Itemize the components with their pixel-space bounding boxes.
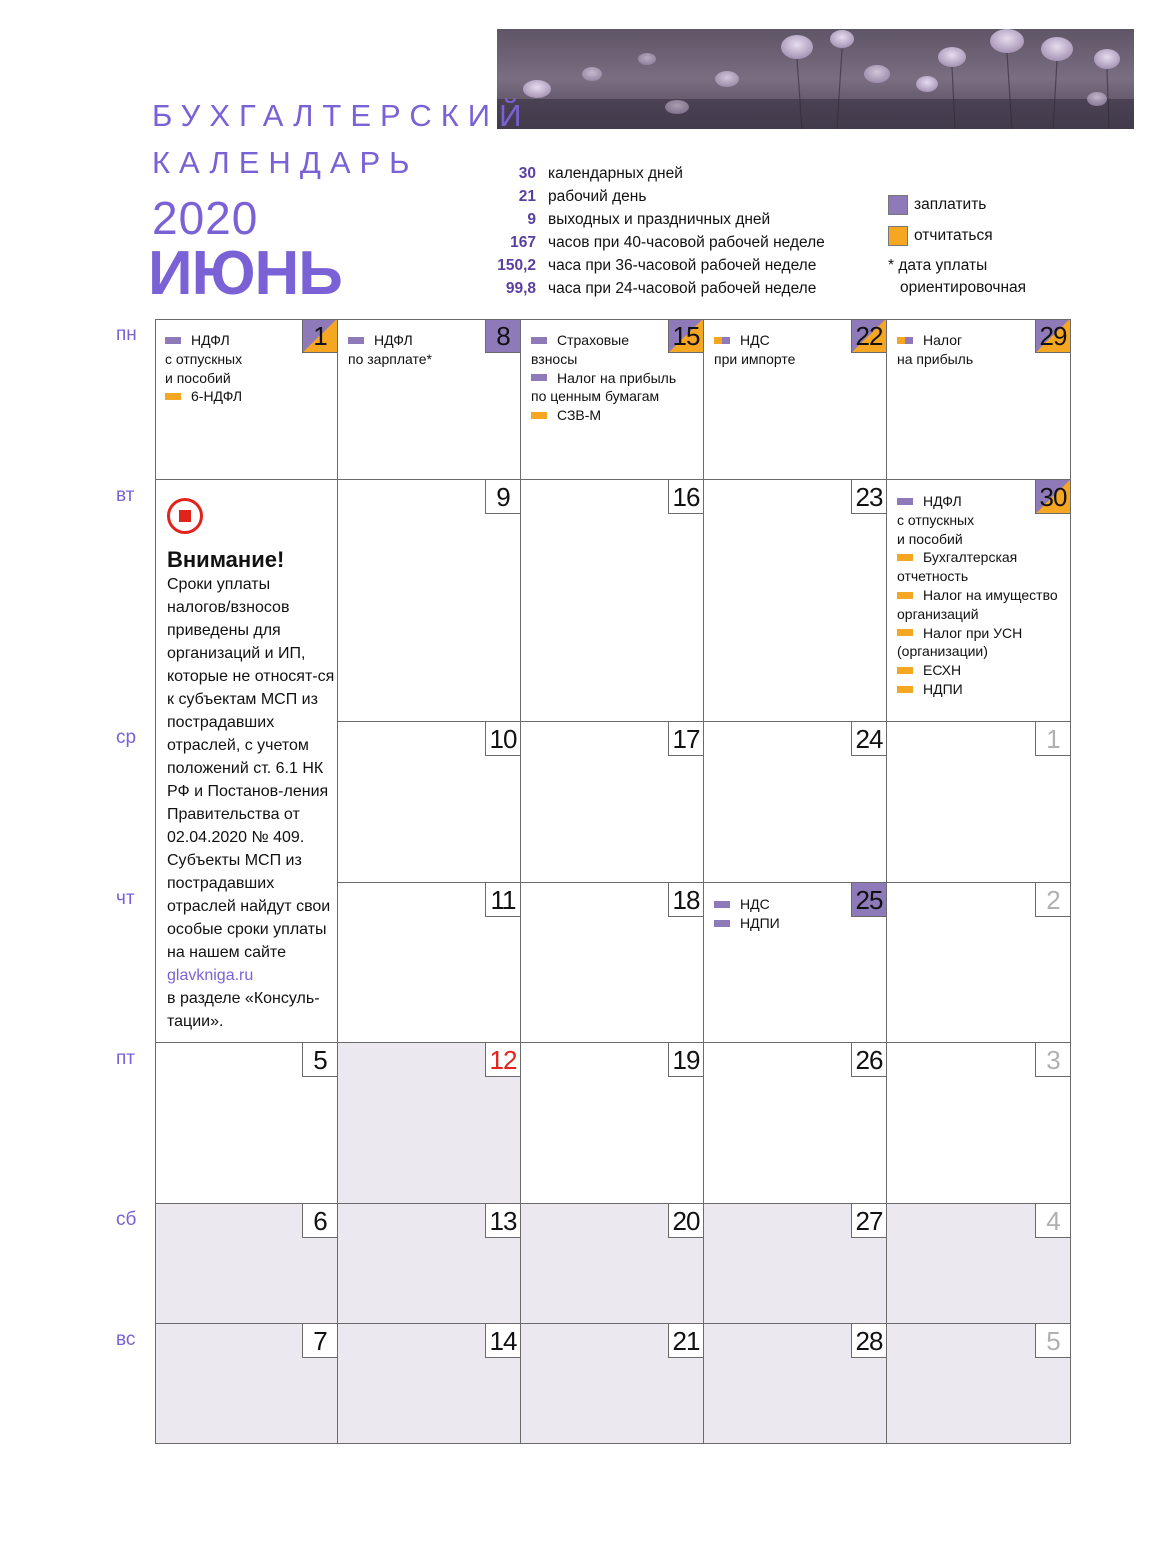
stat-label: часа при 24-часовой рабочей неделе [548, 279, 817, 297]
day-cell [338, 480, 521, 722]
report-marker-icon [897, 686, 913, 693]
event-text: по зарплате* [348, 350, 432, 367]
event-text: НДФЛ [191, 332, 230, 348]
stat-label: рабочий день [548, 187, 647, 205]
day-number: 29 [1035, 319, 1070, 353]
event-line [348, 331, 432, 350]
event-text: СЗВ-М [557, 407, 602, 424]
event-text: с отпускных [165, 350, 243, 367]
stat-label: календарных дней [548, 164, 683, 182]
title-year: 2020 [152, 192, 259, 244]
report-marker-icon [897, 629, 913, 636]
stat-label: часов при 40-часовой рабочей неделе [548, 233, 825, 251]
weekend-cell [155, 1324, 338, 1444]
stat-row [470, 162, 870, 185]
site-link[interactable]: glavkniga.ru [167, 967, 254, 984]
day-number: 30 [1035, 480, 1070, 514]
event-text: и пособий [897, 530, 963, 547]
day-cell [704, 319, 887, 480]
pay-marker-icon [897, 498, 913, 505]
day-cell [521, 480, 704, 722]
stat-row [470, 254, 870, 277]
event-text: с отпускных [897, 511, 975, 528]
weekend-cell-next-month [887, 1324, 1071, 1444]
event-text: при импорте [714, 350, 796, 367]
event-text: Налог на прибыль [557, 369, 677, 386]
event-line [165, 387, 242, 406]
pay-report-marker-icon [714, 337, 730, 344]
report-marker-icon [531, 412, 547, 419]
event-text: Налог на имущество [923, 586, 1058, 603]
event-line [897, 331, 973, 350]
day-number: 23 [851, 480, 886, 514]
day-events [897, 331, 973, 369]
event-text: НДС [740, 332, 770, 348]
day-number: 13 [485, 1204, 520, 1238]
stat-row [470, 231, 870, 254]
day-cell [155, 1043, 338, 1204]
weekday-tue: вт [116, 485, 135, 506]
day-number: 5 [1035, 1324, 1070, 1358]
report-marker-icon [165, 393, 181, 400]
legend-note [888, 255, 1026, 299]
day-number: 10 [485, 722, 520, 756]
stat-value: 167 [510, 233, 536, 251]
day-events [714, 895, 780, 933]
report-swatch-icon [888, 226, 908, 246]
pay-marker-icon [531, 374, 547, 381]
stat-value: 30 [518, 164, 536, 182]
event-text: ЕСХН [923, 662, 962, 679]
stat-value: 150,2 [497, 256, 536, 274]
title-line-2: КАЛЕНДАРЬ [152, 145, 419, 180]
day-events [897, 492, 1058, 699]
weekend-cell [704, 1204, 887, 1324]
weekday-sat: сб [116, 1209, 137, 1230]
month-stats [470, 162, 870, 300]
legend-report-label: отчитаться [914, 227, 993, 244]
day-number: 4 [1035, 1204, 1070, 1238]
event-text: отчетность [897, 568, 969, 585]
legend-note-line1: * дата уплаты [888, 257, 988, 274]
day-cell-next-month [887, 722, 1071, 883]
pay-marker-icon [714, 901, 730, 908]
attention-tail: в разделе «Консуль-тации». [167, 990, 320, 1030]
report-marker-icon [897, 592, 913, 599]
event-text: НДФЛ [923, 493, 962, 509]
event-line [897, 492, 1058, 511]
day-cell-next-month [887, 1043, 1071, 1204]
header-flowers-image [497, 29, 1134, 129]
event-text: НДПИ [923, 680, 963, 697]
day-cell-next-month [887, 883, 1071, 1043]
title-month: ИЮНЬ [148, 239, 342, 308]
day-cell [155, 319, 338, 480]
pay-marker-icon [165, 337, 181, 344]
day-number: 20 [668, 1204, 703, 1238]
event-text: по ценным бумагам [531, 388, 660, 405]
day-number: 28 [851, 1324, 886, 1358]
event-text: на прибыль [897, 350, 974, 367]
event-text: НДФЛ [374, 332, 413, 348]
day-number: 19 [668, 1043, 703, 1077]
legend-pay [888, 193, 993, 217]
pay-marker-icon [714, 920, 730, 927]
day-cell [521, 1043, 704, 1204]
event-line [897, 680, 1058, 699]
day-number: 25 [851, 883, 886, 917]
attention-body: Сроки уплаты налогов/взносов приведены для организаций и ИП, которые не относят-ся к субъектам МСП из пострадавших отраслей, с учетом положений ст. 6.1 НК РФ и Постанов-ления Правительства от 02.04.2020 № 409. Субъекты МСП из пострадавших отраслей найдут свои особые сроки уплаты на нашем сайте [167, 576, 335, 961]
day-number: 14 [485, 1324, 520, 1358]
day-number: 7 [302, 1324, 337, 1358]
weekend-cell-next-month [887, 1204, 1071, 1324]
day-cell [704, 1043, 887, 1204]
pay-swatch-icon [888, 195, 908, 215]
event-text: и пособий [165, 369, 231, 386]
day-number: 17 [668, 722, 703, 756]
event-line [714, 895, 780, 914]
day-cell [338, 883, 521, 1043]
event-text: Страховые [557, 332, 630, 348]
day-number: 3 [1035, 1043, 1070, 1077]
stat-value: 21 [518, 187, 536, 205]
weekend-cell [521, 1204, 704, 1324]
event-text: НДПИ [740, 914, 780, 931]
weekday-wed: ср [116, 727, 137, 748]
stat-value: 9 [527, 210, 536, 228]
holiday-cell [338, 1043, 521, 1204]
day-number: 1 [302, 319, 337, 353]
stat-label: выходных и праздничных дней [548, 210, 771, 228]
event-text: Налог [923, 332, 963, 348]
event-line [531, 331, 676, 350]
event-line [714, 914, 780, 933]
weekend-cell [155, 1204, 338, 1324]
legend-note-line2: ориентировочная [900, 279, 1027, 296]
title-line-1: БУХГАЛТЕРСКИЙ [152, 98, 531, 133]
day-cell [887, 319, 1071, 480]
day-cell [704, 722, 887, 883]
weekday-thu: чт [116, 888, 135, 909]
event-line [897, 586, 1058, 605]
event-text: Бухгалтерская [923, 549, 1018, 566]
event-text: взносы [531, 350, 578, 367]
weekday-fri: пт [116, 1048, 135, 1069]
legend [888, 193, 993, 255]
day-events [165, 331, 242, 406]
day-number: 11 [485, 883, 520, 917]
event-line [897, 548, 1058, 567]
day-number: 21 [668, 1324, 703, 1358]
day-number: 26 [851, 1043, 886, 1077]
stat-row [470, 277, 870, 300]
day-number: 22 [851, 319, 886, 353]
day-number: 1 [1035, 722, 1070, 756]
day-cell [338, 722, 521, 883]
day-cell [521, 722, 704, 883]
weekday-sun: вс [116, 1329, 136, 1350]
event-text: (организации) [897, 643, 988, 660]
attention-cell [155, 480, 338, 1043]
weekend-cell [338, 1324, 521, 1444]
weekend-cell [521, 1324, 704, 1444]
day-number: 2 [1035, 883, 1070, 917]
calendar-grid [155, 319, 1071, 1444]
event-line [714, 331, 795, 350]
day-number: 5 [302, 1043, 337, 1077]
stat-row [470, 185, 870, 208]
day-cell [704, 883, 887, 1043]
pay-marker-icon [531, 337, 547, 344]
day-number: 24 [851, 722, 886, 756]
event-text: 6-НДФЛ [191, 388, 243, 405]
day-number: 15 [668, 319, 703, 353]
event-text: организаций [897, 605, 979, 622]
day-number: 16 [668, 480, 703, 514]
legend-pay-label: заплатить [914, 196, 987, 213]
event-line [165, 331, 242, 350]
day-number: 18 [668, 883, 703, 917]
day-events [531, 331, 676, 425]
event-line [531, 406, 676, 425]
day-cell [887, 480, 1071, 722]
weekend-cell [338, 1204, 521, 1324]
day-cell [521, 319, 704, 480]
day-number: 6 [302, 1204, 337, 1238]
event-line [897, 624, 1058, 643]
day-events [714, 331, 795, 369]
day-number: 8 [485, 319, 520, 353]
event-line [531, 369, 676, 388]
event-text: НДС [740, 896, 770, 912]
attention-title: Внимание! [167, 547, 285, 572]
legend-report [888, 224, 993, 248]
day-number: 12 [485, 1043, 520, 1077]
report-marker-icon [897, 554, 913, 561]
pay-marker-icon [348, 337, 364, 344]
stat-row [470, 208, 870, 231]
day-cell [704, 480, 887, 722]
day-cell [338, 319, 521, 480]
pay-report-marker-icon [897, 337, 913, 344]
day-cell [521, 883, 704, 1043]
stat-value: 99,8 [505, 279, 536, 297]
day-number: 27 [851, 1204, 886, 1238]
weekend-cell [704, 1324, 887, 1444]
stat-label: часа при 36-часовой рабочей неделе [548, 256, 817, 274]
stop-icon [167, 498, 203, 534]
event-line [897, 661, 1058, 680]
weekday-mon: пн [116, 324, 137, 345]
day-number: 9 [485, 480, 520, 514]
report-marker-icon [897, 667, 913, 674]
event-text: Налог при УСН [923, 624, 1023, 641]
day-events [348, 331, 432, 369]
attention-note [167, 498, 337, 1033]
